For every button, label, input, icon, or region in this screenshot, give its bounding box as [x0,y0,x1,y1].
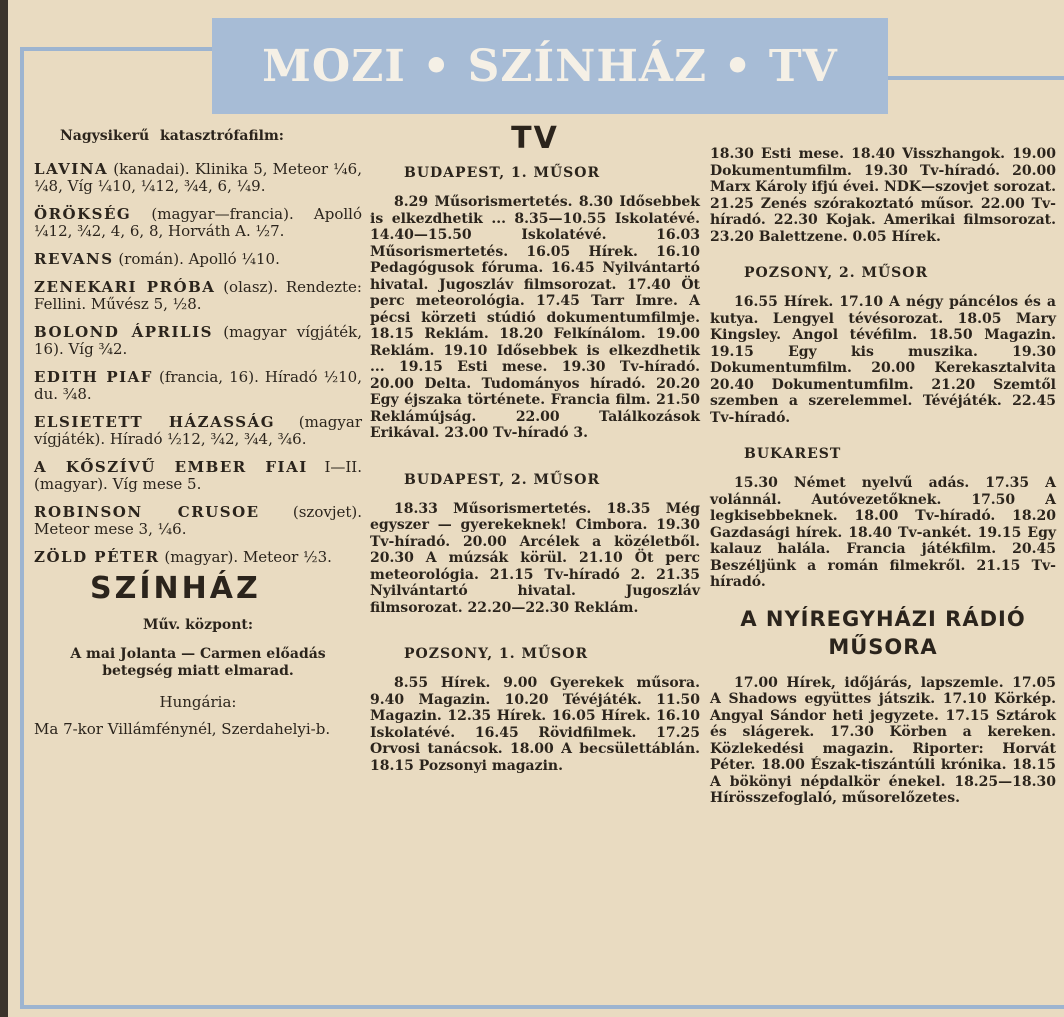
mozi-column [34,120,362,738]
film-details: (magyar). Meteor ½3. [159,548,332,566]
page-edge [0,0,8,1017]
channel-program: 15.30 Német nyelvű adás. 17.35 A volánnál. Autóvezetőknek. 17.50 A legkisebbeknek. 18.00 Tv-híradó. 18.20 Gazdasági hírek. 18.40 Tv-ankét. 19.15 Egy kalauz halála. Francia játékfilm. 20.45 Beszéljünk a román filmekről. 21.15 Tv-híradó. [710,475,1056,590]
film-title: ROBINSON CRUSOE [34,503,260,521]
film-listing [34,161,362,195]
film-title: ZENEKARI PRÓBA [34,278,216,296]
theatre-venue: Hungária: [159,693,237,711]
film-details: (magyar—francia). Apolló ¼12, ¾2, 4, 6, 8, Horváth A. ½7. [34,205,362,240]
radio-program: 17.00 Hírek, időjárás, lapszemle. 17.05 A Shadows együttes játszik. 17.10 Körkép. Angyal Sándor heti jegyzete. 17.15 Sztárok és slágerek. 17.30 Körben a kereken. Közlekedési magazin. Riporter: Horvát Péter. 18.00 Észak-tiszántúli krónika. 18.15 A bökönyi népdalkör énekel. 18.25—18.30 Hírösszefoglaló, műsorelőzetes. [710,674,1056,806]
film-details: (francia, 16). Híradó ½10, du. ¾8. [34,368,362,403]
border-bottom [20,1005,1064,1009]
film-details: (kanadai). Klinika 5, Meteor ¼6, ¼8, Víg ¼10, ¼12, ¾4, 6, ¼9. [34,160,362,195]
film-title: A KŐSZÍVŰ EMBER FIAI [34,458,308,476]
film-details: (magyar vígjáték, 16). Víg ¾2. [34,323,362,358]
channel-program: 8.29 Műsorismertetés. 8.30 Idősebbek is elkezdhetik ... 8.35—10.55 Iskolatévé. 14.40—15.50 Iskolatévé. 16.03 Műsorismertetés. 16.05 Hírek. 16.10 Pedagógusok fóruma. 16.45 Nyilvántartó hivatal. Jugoszláv filmsorozat. 17.40 Öt perc meteorológia. 17.45 Tarr Imre. A pécsi körzeti stúdió dokumentumfilmje. 18.15 Reklám. 18.20 Felkínálom. 19.00 Reklám. 19.10 Idősebbek is elkezdhetik ... 19.15 Esti mese. 19.30 Tv-híradó. 20.00 Delta. Tudományos híradó. 20.20 Egy éjszaka története. Francia film. 21.50 Reklámújság. 22.00 Találkozások Erikával. 23.00 Tv-híradó 3. [370,194,700,441]
film-title: ELSIETETT HÁZASSÁG [34,413,276,431]
film-listing [34,324,362,358]
film-listing [34,206,362,240]
film-listing [34,549,362,566]
border-left [20,47,24,1009]
channel-heading: BUDAPEST, 1. MŰSOR [404,165,601,181]
tv-radio-column [710,146,1056,807]
film-title: BOLOND ÁPRILIS [34,323,213,341]
mozi-intro: Nagysikerű katasztrófafilm: [60,128,284,144]
channel-program: 8.55 Hírek. 9.00 Gyerekek műsora. 9.40 Magazin. 10.20 Tévéjáték. 11.50 Magazin. 12.35 Hírek. 16.05 Hírek. 16.10 Iskolatévé. 16.45 Rövidfilmek. 17.25 Orvosi tanácsok. 18.00 A becsülettáblán. 18.15 Pozsonyi magazin. [370,675,700,774]
film-details: (szovjet). Meteor mese 3, ¼6. [34,503,362,538]
film-title: ÖRÖKSÉG [34,205,132,223]
film-listing [34,251,362,268]
film-listing [34,369,362,403]
tv-heading: TV [511,121,559,156]
theatre-notice: A mai Jolanta — Carmen előadás betegség miatt elmarad. [70,646,326,679]
channel-heading: POZSONY, 2. MŰSOR [744,265,929,281]
film-details: (magyar vígjáték). Híradó ½12, ¾2, ¾4, ¾6. [34,413,362,448]
channel-program-continued: 18.30 Esti mese. 18.40 Visszhangok. 19.00 Dokumentumfilm. 19.30 Tv-híradó. 20.00 Marx Károly ifjú évei. NDK—szovjet sorozat. 21.25 Zenés szórakoztató műsor. 22.00 Tv-híradó. 22.30 Kojak. Amerikai filmsorozat. 23.20 Balettzene. 0.05 Hírek. [710,146,1056,245]
channel-heading: BUDAPEST, 2. MŰSOR [404,471,601,488]
banner-title: MOZI • SZÍNHÁZ • TV [262,40,838,92]
szinhaz-heading: SZÍNHÁZ [90,571,261,606]
channel-program: 16.55 Hírek. 17.10 A négy páncélos és a kutya. Lengyel tévésorozat. 18.05 Mary Kingsley. Angol tévéfilm. 18.50 Magazin. 19.15 Egy kis muszika. 19.30 Dokumentumfilm. 20.00 Kerekasztalvita 20.40 Dokumentumfilm. 21.20 Szemtől szemben a szerelemmel. Tévéjáték. 22.45 Tv-híradó. [710,294,1056,426]
theatre-venue: Műv. központ: [142,617,254,633]
film-listing [34,459,362,493]
film-details: (román). Apolló ¼10. [113,250,280,268]
section-banner [212,18,888,114]
film-title: LAVINA [34,160,109,178]
film-listing [34,504,362,538]
film-title: EDITH PIAF [34,368,153,386]
film-details: I—II. (magyar). Víg mese 5. [34,458,362,493]
theatre-notice: Ma 7-kor Villámfénynél, Szerdahelyi-b. [34,720,331,738]
film-title: ZÖLD PÉTER [34,548,160,566]
film-details: (olasz). Rendezte: Fellini. Művész 5, ½8. [34,278,362,313]
film-listing [34,414,362,448]
radio-heading: A NYÍREGYHÁZI RÁDIÓ MŰSORA [740,606,1026,659]
channel-heading: BUKAREST [744,446,842,462]
channel-program: 18.33 Műsorismertetés. 18.35 Még egyszer — gyerekeknek! Cimbora. 19.30 Tv-híradó. 20.00 Arcélek a közéletből. 20.30 A múzsák körül. 21.10 Öt perc meteorológia. 21.15 Tv-híradó 2. 21.35 Nyilvántartó hivatal. Jugoszláv filmsorozat. 22.20—22.30 Reklám. [370,500,700,616]
border-top-right [888,76,1064,80]
film-title: REVANS [34,250,114,268]
channel-heading: POZSONY, 1. MŰSOR [404,646,589,662]
border-top-left [20,47,216,51]
film-listing [34,279,362,313]
tv-column [370,120,700,774]
